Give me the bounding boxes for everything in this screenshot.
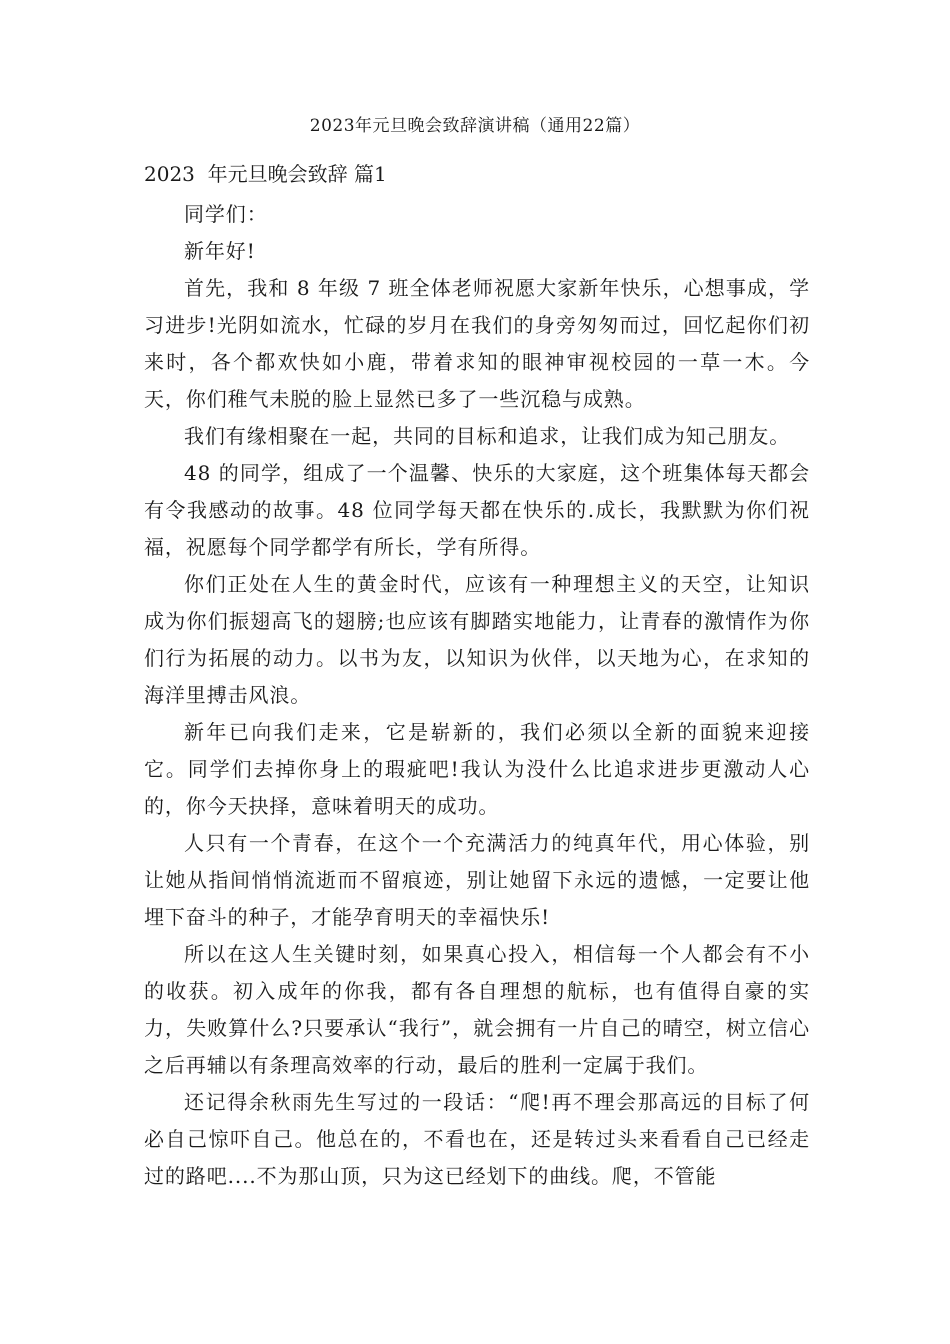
paragraph-salutation: 同学们： [184, 202, 268, 226]
paragraph: 所以在这人生关键时刻，如果真心投入，相信每一个人都会有不小的收获。初入成年的你我，都有各自理想的航标，也有值得自豪的实力，失败算什么?只要承认“我行”，就会拥有一片自己的晴空，树立信心之后再辅以有条理高效率的行动，最后的胜利一定属于我们。 [144, 942, 810, 1077]
paragraph: 48 的同学，组成了一个温馨、快乐的大家庭，这个班集体每天都会有令我感动的故事。48 位同学每天都在快乐的.成长，我默默为你们祝福，祝愿每个同学都学有所长，学有所得。 [144, 461, 810, 559]
paragraph: 人只有一个青春，在这个一个充满活力的纯真年代，用心体验，别让她从指间悄悄流逝而不留痕迹，别让她留下永远的遗憾，一定要让他埋下奋斗的种子，才能孕育明天的幸福快乐! [144, 831, 810, 929]
section-heading: 2023 年元旦晚会致辞 篇1 [144, 162, 387, 186]
document-title: 2023年元旦晚会致辞演讲稿（通用22篇） [309, 116, 641, 136]
paragraph-greeting: 新年好! [184, 239, 256, 263]
paragraph: 首先，我和 8 年级 7 班全体老师祝愿大家新年快乐，心想事成，学习进步!光阴如流水，忙碌的岁月在我们的身旁匆匆而过，回忆起你们初来时，各个都欢快如小鹿，带着求知的眼神审视校园的一草一木。今天，你们稚气未脱的脸上显然已多了一些沉稳与成熟。 [144, 276, 810, 411]
document-body [144, 196, 810, 1195]
paragraph: 还记得余秋雨先生写过的一段话：“爬!再不理会那高远的目标了何必自己惊吓自己。他总在的，不看也在，还是转过头来看看自己已经走过的路吧....不为那山顶，只为这已经划下的曲线。爬，不管能 [144, 1090, 810, 1188]
paragraph: 我们有缘相聚在一起，共同的目标和追求，让我们成为知己朋友。 [184, 424, 791, 448]
paragraph: 你们正处在人生的黄金时代，应该有一种理想主义的天空，让知识成为你们振翅高飞的翅膀;也应该有脚踏实地能力，让青春的激情作为你们行为拓展的动力。以书为友，以知识为伙伴，以天地为心，在求知的海洋里搏击风浪。 [144, 572, 810, 707]
paragraph: 新年已向我们走来，它是崭新的，我们必须以全新的面貌来迎接它。同学们去掉你身上的瑕疵吧!我认为没什么比追求进步更激动人心的，你今天抉择，意味着明天的成功。 [144, 720, 810, 818]
